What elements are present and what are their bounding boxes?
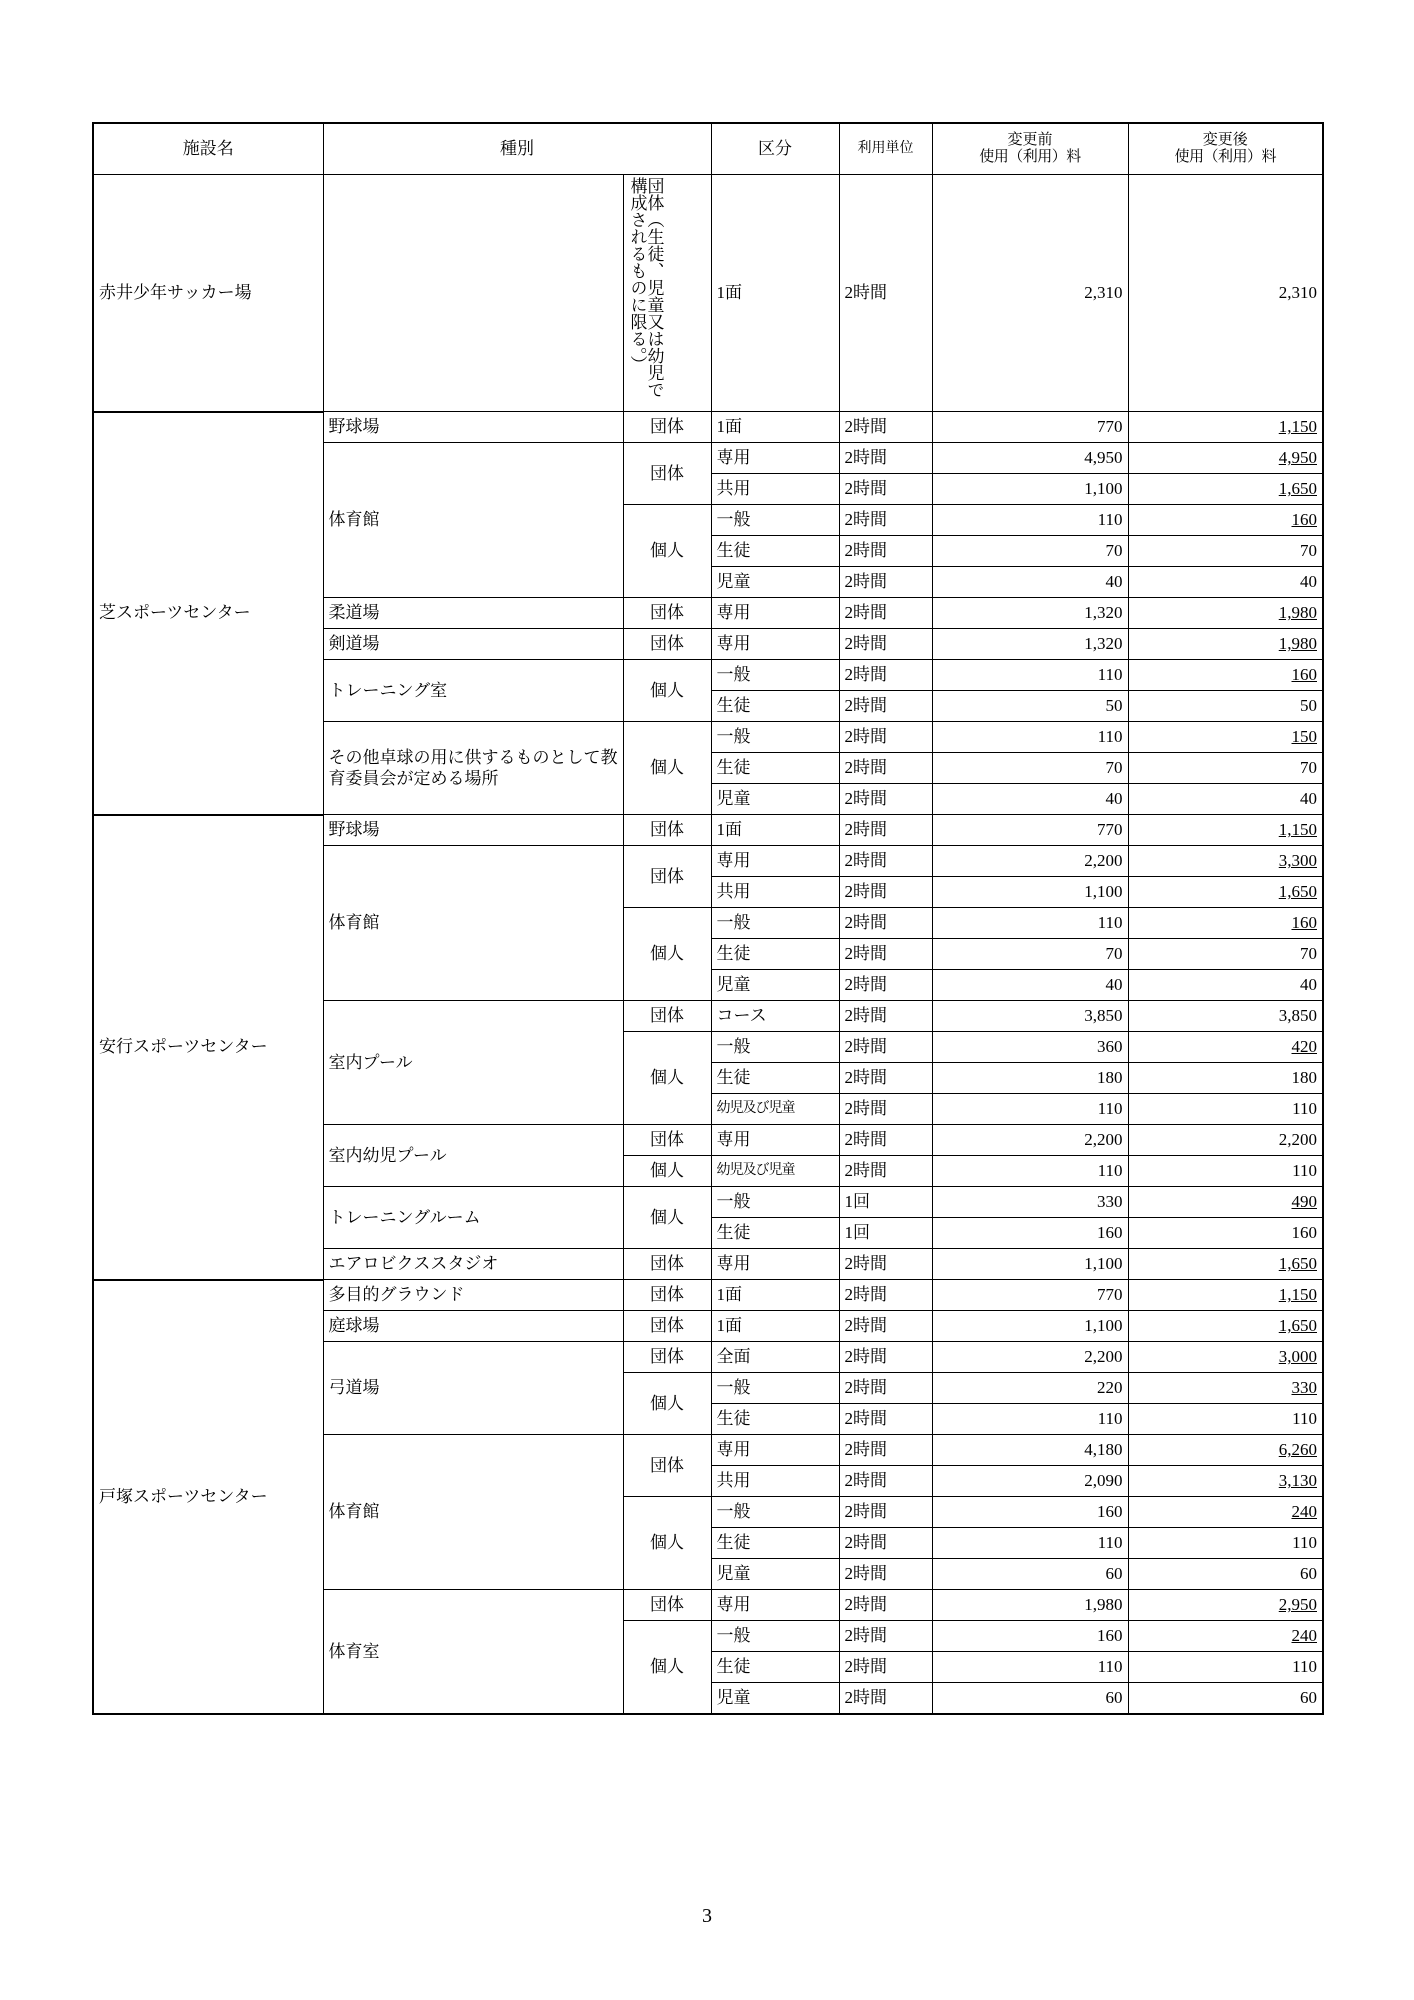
header-unit: 利用単位 [839,123,932,175]
after-fee-cell [1128,1621,1323,1652]
after-fee-cell: 3,850 [1128,1001,1323,1032]
before-fee-cell: 330 [932,1187,1128,1218]
after-fee-cell [1128,1249,1323,1280]
unit-cell: 2時間 [839,784,932,815]
unit-cell: 2時間 [839,1497,932,1528]
kind-name: 剣道場 [323,629,623,660]
kubun-cell: 生徒 [711,1404,839,1435]
kubun-cell: 一般 [711,660,839,691]
kubun-cell: 1面 [711,1311,839,1342]
unit-cell: 2時間 [839,691,932,722]
group-type: 個人 [623,1373,711,1435]
header-after-line2: 使用（利用）料 [1174,149,1276,165]
unit-cell: 2時間 [839,1373,932,1404]
unit-cell: 2時間 [839,1249,932,1280]
after-fee-cell [1128,474,1323,505]
group-type: 団体 [623,815,711,846]
fee-table-container [92,122,1322,1715]
group-type: 団体 [623,1435,711,1497]
kubun-cell: 幼児及び児童 [711,1094,839,1125]
kind-name [323,175,623,412]
after-fee-cell: 40 [1128,970,1323,1001]
unit-cell: 2時間 [839,443,932,474]
kubun-cell: 生徒 [711,536,839,567]
kubun-cell: 一般 [711,1032,839,1063]
table-row [93,1280,1323,1311]
after-fee-cell [1128,598,1323,629]
group-vertical-cell [623,175,711,412]
after-fee-underlined: 150 [1291,727,1317,747]
kubun-cell: 共用 [711,877,839,908]
kubun-cell: 専用 [711,1249,839,1280]
kubun-cell: 一般 [711,505,839,536]
kind-name: その他卓球の用に供するものとして教育委員会が定める場所 [323,722,623,815]
group-type: 個人 [623,908,711,1001]
unit-cell: 2時間 [839,1652,932,1683]
after-fee-cell: 60 [1128,1683,1323,1714]
kubun-cell: 生徒 [711,1063,839,1094]
kubun-cell: 児童 [711,567,839,598]
unit-cell: 2時間 [839,1063,932,1094]
after-fee-cell: 70 [1128,753,1323,784]
after-fee-underlined: 1,650 [1278,479,1317,499]
kubun-cell: 一般 [711,1497,839,1528]
before-fee-cell: 1,100 [932,877,1128,908]
kubun-cell: 専用 [711,846,839,877]
group-type: 個人 [623,660,711,722]
before-fee-cell: 70 [932,536,1128,567]
group-type: 団体 [623,598,711,629]
kubun-cell: 専用 [711,1125,839,1156]
kubun-cell: 専用 [711,1435,839,1466]
kind-name: 体育館 [323,1435,623,1590]
before-fee-cell: 2,310 [932,175,1128,412]
unit-cell: 2時間 [839,1156,932,1187]
unit-cell: 2時間 [839,1590,932,1621]
group-vertical-label: 団体（生徒、児童又は幼児で構成されるものに限る。） [627,177,664,398]
unit-cell: 2時間 [839,175,932,412]
after-fee-underlined: 4,950 [1278,448,1317,468]
kind-name: 室内プール [323,1001,623,1125]
kubun-cell: 生徒 [711,753,839,784]
after-fee-underlined: 1,650 [1278,1316,1317,1336]
before-fee-cell: 770 [932,815,1128,846]
unit-cell: 2時間 [839,629,932,660]
after-fee-cell: 70 [1128,939,1323,970]
after-fee-cell: 60 [1128,1559,1323,1590]
after-fee-underlined: 1,980 [1278,603,1317,623]
kind-name: 多目的グラウンド [323,1280,623,1311]
after-fee-cell: 110 [1128,1528,1323,1559]
before-fee-cell: 180 [932,1063,1128,1094]
unit-cell: 2時間 [839,970,932,1001]
after-fee-underlined: 160 [1291,665,1317,685]
after-fee-underlined: 330 [1291,1378,1317,1398]
kubun-cell: 一般 [711,1373,839,1404]
table-header-row [93,123,1323,175]
before-fee-cell: 110 [932,1156,1128,1187]
after-fee-cell: 70 [1128,536,1323,567]
unit-cell: 2時間 [839,939,932,970]
group-type: 団体 [623,1590,711,1621]
facility-fee-table [92,122,1324,1715]
after-fee-cell [1128,412,1323,443]
after-fee-cell [1128,908,1323,939]
after-fee-cell [1128,815,1323,846]
after-fee-cell: 110 [1128,1094,1323,1125]
kubun-cell: 1面 [711,1280,839,1311]
unit-cell: 2時間 [839,1559,932,1590]
group-type: 団体 [623,629,711,660]
unit-cell: 1回 [839,1187,932,1218]
unit-cell: 2時間 [839,412,932,443]
before-fee-cell: 40 [932,567,1128,598]
before-fee-cell: 1,320 [932,629,1128,660]
before-fee-cell: 1,980 [932,1590,1128,1621]
kind-name: トレーニングルーム [323,1187,623,1249]
group-type: 個人 [623,505,711,598]
after-fee-cell [1128,1435,1323,1466]
after-fee-cell [1128,846,1323,877]
group-type: 個人 [623,722,711,815]
before-fee-cell: 1,100 [932,1311,1128,1342]
before-fee-cell: 770 [932,1280,1128,1311]
kind-name: 野球場 [323,412,623,443]
group-type: 個人 [623,1156,711,1187]
after-fee-underlined: 1,150 [1278,417,1317,437]
before-fee-cell: 2,090 [932,1466,1128,1497]
table-row [93,412,1323,443]
kubun-cell: 専用 [711,443,839,474]
after-fee-underlined: 3,130 [1278,1471,1317,1491]
before-fee-cell: 3,850 [932,1001,1128,1032]
kind-name: 体育館 [323,846,623,1001]
group-type: 団体 [623,1125,711,1156]
before-fee-cell: 160 [932,1497,1128,1528]
before-fee-cell: 60 [932,1559,1128,1590]
group-type: 団体 [623,1342,711,1373]
after-fee-cell [1128,1187,1323,1218]
unit-cell: 2時間 [839,908,932,939]
kind-name: 弓道場 [323,1342,623,1435]
unit-cell: 2時間 [839,1280,932,1311]
after-fee-cell [1128,660,1323,691]
after-fee-cell: 50 [1128,691,1323,722]
before-fee-cell: 40 [932,970,1128,1001]
kubun-cell: 共用 [711,1466,839,1497]
unit-cell: 2時間 [839,846,932,877]
header-after-line1: 変更後 [1202,131,1248,148]
after-fee-cell: 40 [1128,784,1323,815]
before-fee-cell: 110 [932,1404,1128,1435]
after-fee-cell [1128,443,1323,474]
unit-cell: 2時間 [839,660,932,691]
group-type: 団体 [623,1311,711,1342]
kubun-cell: 一般 [711,1187,839,1218]
after-fee-cell [1128,1373,1323,1404]
after-fee-cell [1128,1311,1323,1342]
before-fee-cell: 2,200 [932,1342,1128,1373]
kubun-cell: 1面 [711,175,839,412]
kind-name: トレーニング室 [323,660,623,722]
kubun-cell: 専用 [711,598,839,629]
unit-cell: 2時間 [839,722,932,753]
header-kind: 種別 [323,123,711,175]
group-type: 個人 [623,1032,711,1125]
kubun-cell: 専用 [711,1590,839,1621]
before-fee-cell: 360 [932,1032,1128,1063]
after-fee-cell: 110 [1128,1652,1323,1683]
before-fee-cell: 110 [932,505,1128,536]
unit-cell: 2時間 [839,1311,932,1342]
before-fee-cell: 2,200 [932,846,1128,877]
before-fee-cell: 1,100 [932,474,1128,505]
kubun-cell: 児童 [711,970,839,1001]
facility-name: 戸塚スポーツセンター [93,1280,323,1714]
after-fee-cell [1128,1280,1323,1311]
kind-name: 庭球場 [323,1311,623,1342]
after-fee-cell [1128,1497,1323,1528]
before-fee-cell: 4,950 [932,443,1128,474]
group-type: 団体 [623,412,711,443]
kind-name: 体育館 [323,443,623,598]
before-fee-cell: 110 [932,1528,1128,1559]
unit-cell: 2時間 [839,505,932,536]
unit-cell: 2時間 [839,536,932,567]
after-fee-underlined: 1,650 [1278,1254,1317,1274]
header-facility: 施設名 [93,123,323,175]
group-type: 個人 [623,1187,711,1249]
kind-name: エアロビクススタジオ [323,1249,623,1280]
unit-cell: 2時間 [839,1125,932,1156]
unit-cell: 2時間 [839,1528,932,1559]
after-fee-cell: 40 [1128,567,1323,598]
header-before-line1: 変更前 [1007,131,1053,148]
kubun-cell: 1面 [711,412,839,443]
before-fee-cell: 2,200 [932,1125,1128,1156]
after-fee-underlined: 240 [1291,1626,1317,1646]
group-type: 団体 [623,846,711,908]
kubun-cell: 専用 [711,629,839,660]
after-fee-underlined: 3,300 [1278,851,1317,871]
kubun-cell: 1面 [711,815,839,846]
before-fee-cell: 110 [932,722,1128,753]
after-fee-underlined: 1,980 [1278,634,1317,654]
kubun-cell: 生徒 [711,939,839,970]
unit-cell: 2時間 [839,474,932,505]
group-type: 団体 [623,1280,711,1311]
kubun-cell: 一般 [711,908,839,939]
after-fee-cell [1128,722,1323,753]
before-fee-cell: 40 [932,784,1128,815]
unit-cell: 2時間 [839,567,932,598]
before-fee-cell: 60 [932,1683,1128,1714]
before-fee-cell: 220 [932,1373,1128,1404]
after-fee-cell [1128,1342,1323,1373]
table-row [93,815,1323,846]
kubun-cell: 一般 [711,722,839,753]
kubun-cell: 児童 [711,1683,839,1714]
unit-cell: 2時間 [839,877,932,908]
kubun-cell: 児童 [711,784,839,815]
after-fee-cell: 110 [1128,1404,1323,1435]
kubun-cell: コース [711,1001,839,1032]
group-type: 団体 [623,443,711,505]
kind-name: 体育室 [323,1590,623,1714]
after-fee-underlined: 6,260 [1278,1440,1317,1460]
before-fee-cell: 50 [932,691,1128,722]
page-number: 3 [702,1905,712,1927]
before-fee-cell: 70 [932,753,1128,784]
group-type: 団体 [623,1249,711,1280]
kubun-cell: 全面 [711,1342,839,1373]
group-type: 個人 [623,1621,711,1714]
unit-cell: 2時間 [839,1621,932,1652]
kubun-cell: 生徒 [711,1652,839,1683]
kubun-cell: 生徒 [711,1218,839,1249]
group-type: 個人 [623,1497,711,1590]
header-after-fee [1128,123,1323,175]
kubun-cell: 生徒 [711,691,839,722]
group-type: 団体 [623,1001,711,1032]
unit-cell: 2時間 [839,753,932,784]
unit-cell: 2時間 [839,1032,932,1063]
after-fee-cell [1128,629,1323,660]
after-fee-underlined: 160 [1291,913,1317,933]
unit-cell: 2時間 [839,1435,932,1466]
header-before-fee [932,123,1128,175]
before-fee-cell: 160 [932,1218,1128,1249]
kubun-cell: 幼児及び児童 [711,1156,839,1187]
before-fee-cell: 110 [932,1094,1128,1125]
after-fee-underlined: 240 [1291,1502,1317,1522]
kind-name: 室内幼児プール [323,1125,623,1187]
kubun-cell: 共用 [711,474,839,505]
after-fee-cell [1128,1032,1323,1063]
before-fee-cell: 1,100 [932,1249,1128,1280]
after-fee-cell: 160 [1128,1218,1323,1249]
unit-cell: 2時間 [839,1683,932,1714]
before-fee-cell: 110 [932,660,1128,691]
kind-name: 野球場 [323,815,623,846]
header-kubun: 区分 [711,123,839,175]
after-fee-underlined: 2,950 [1278,1595,1317,1615]
unit-cell: 2時間 [839,598,932,629]
unit-cell: 2時間 [839,1466,932,1497]
table-row [93,175,1323,412]
before-fee-cell: 110 [932,908,1128,939]
after-fee-underlined: 1,150 [1278,1285,1317,1305]
before-fee-cell: 110 [932,1652,1128,1683]
after-fee-underlined: 490 [1291,1192,1317,1212]
unit-cell: 2時間 [839,1342,932,1373]
unit-cell: 1回 [839,1218,932,1249]
unit-cell: 2時間 [839,815,932,846]
header-before-line2: 使用（利用）料 [979,149,1081,165]
after-fee-cell [1128,1590,1323,1621]
after-fee-underlined: 420 [1291,1037,1317,1057]
facility-name: 安行スポーツセンター [93,815,323,1280]
facility-name: 赤井少年サッカー場 [93,175,323,412]
after-fee-cell [1128,877,1323,908]
before-fee-cell: 4,180 [932,1435,1128,1466]
unit-cell: 2時間 [839,1094,932,1125]
unit-cell: 2時間 [839,1001,932,1032]
after-fee-cell: 110 [1128,1156,1323,1187]
after-fee-underlined: 1,150 [1278,820,1317,840]
after-fee-cell [1128,505,1323,536]
kubun-cell: 生徒 [711,1528,839,1559]
after-fee-cell [1128,1466,1323,1497]
unit-cell: 2時間 [839,1404,932,1435]
before-fee-cell: 160 [932,1621,1128,1652]
after-fee-cell: 2,200 [1128,1125,1323,1156]
kubun-cell: 児童 [711,1559,839,1590]
facility-name: 芝スポーツセンター [93,412,323,815]
before-fee-cell: 70 [932,939,1128,970]
before-fee-cell: 1,320 [932,598,1128,629]
before-fee-cell: 770 [932,412,1128,443]
after-fee-cell: 2,310 [1128,175,1323,412]
kubun-cell: 一般 [711,1621,839,1652]
after-fee-underlined: 1,650 [1278,882,1317,902]
after-fee-underlined: 160 [1291,510,1317,530]
after-fee-cell: 180 [1128,1063,1323,1094]
kind-name: 柔道場 [323,598,623,629]
after-fee-underlined: 3,000 [1278,1347,1317,1367]
